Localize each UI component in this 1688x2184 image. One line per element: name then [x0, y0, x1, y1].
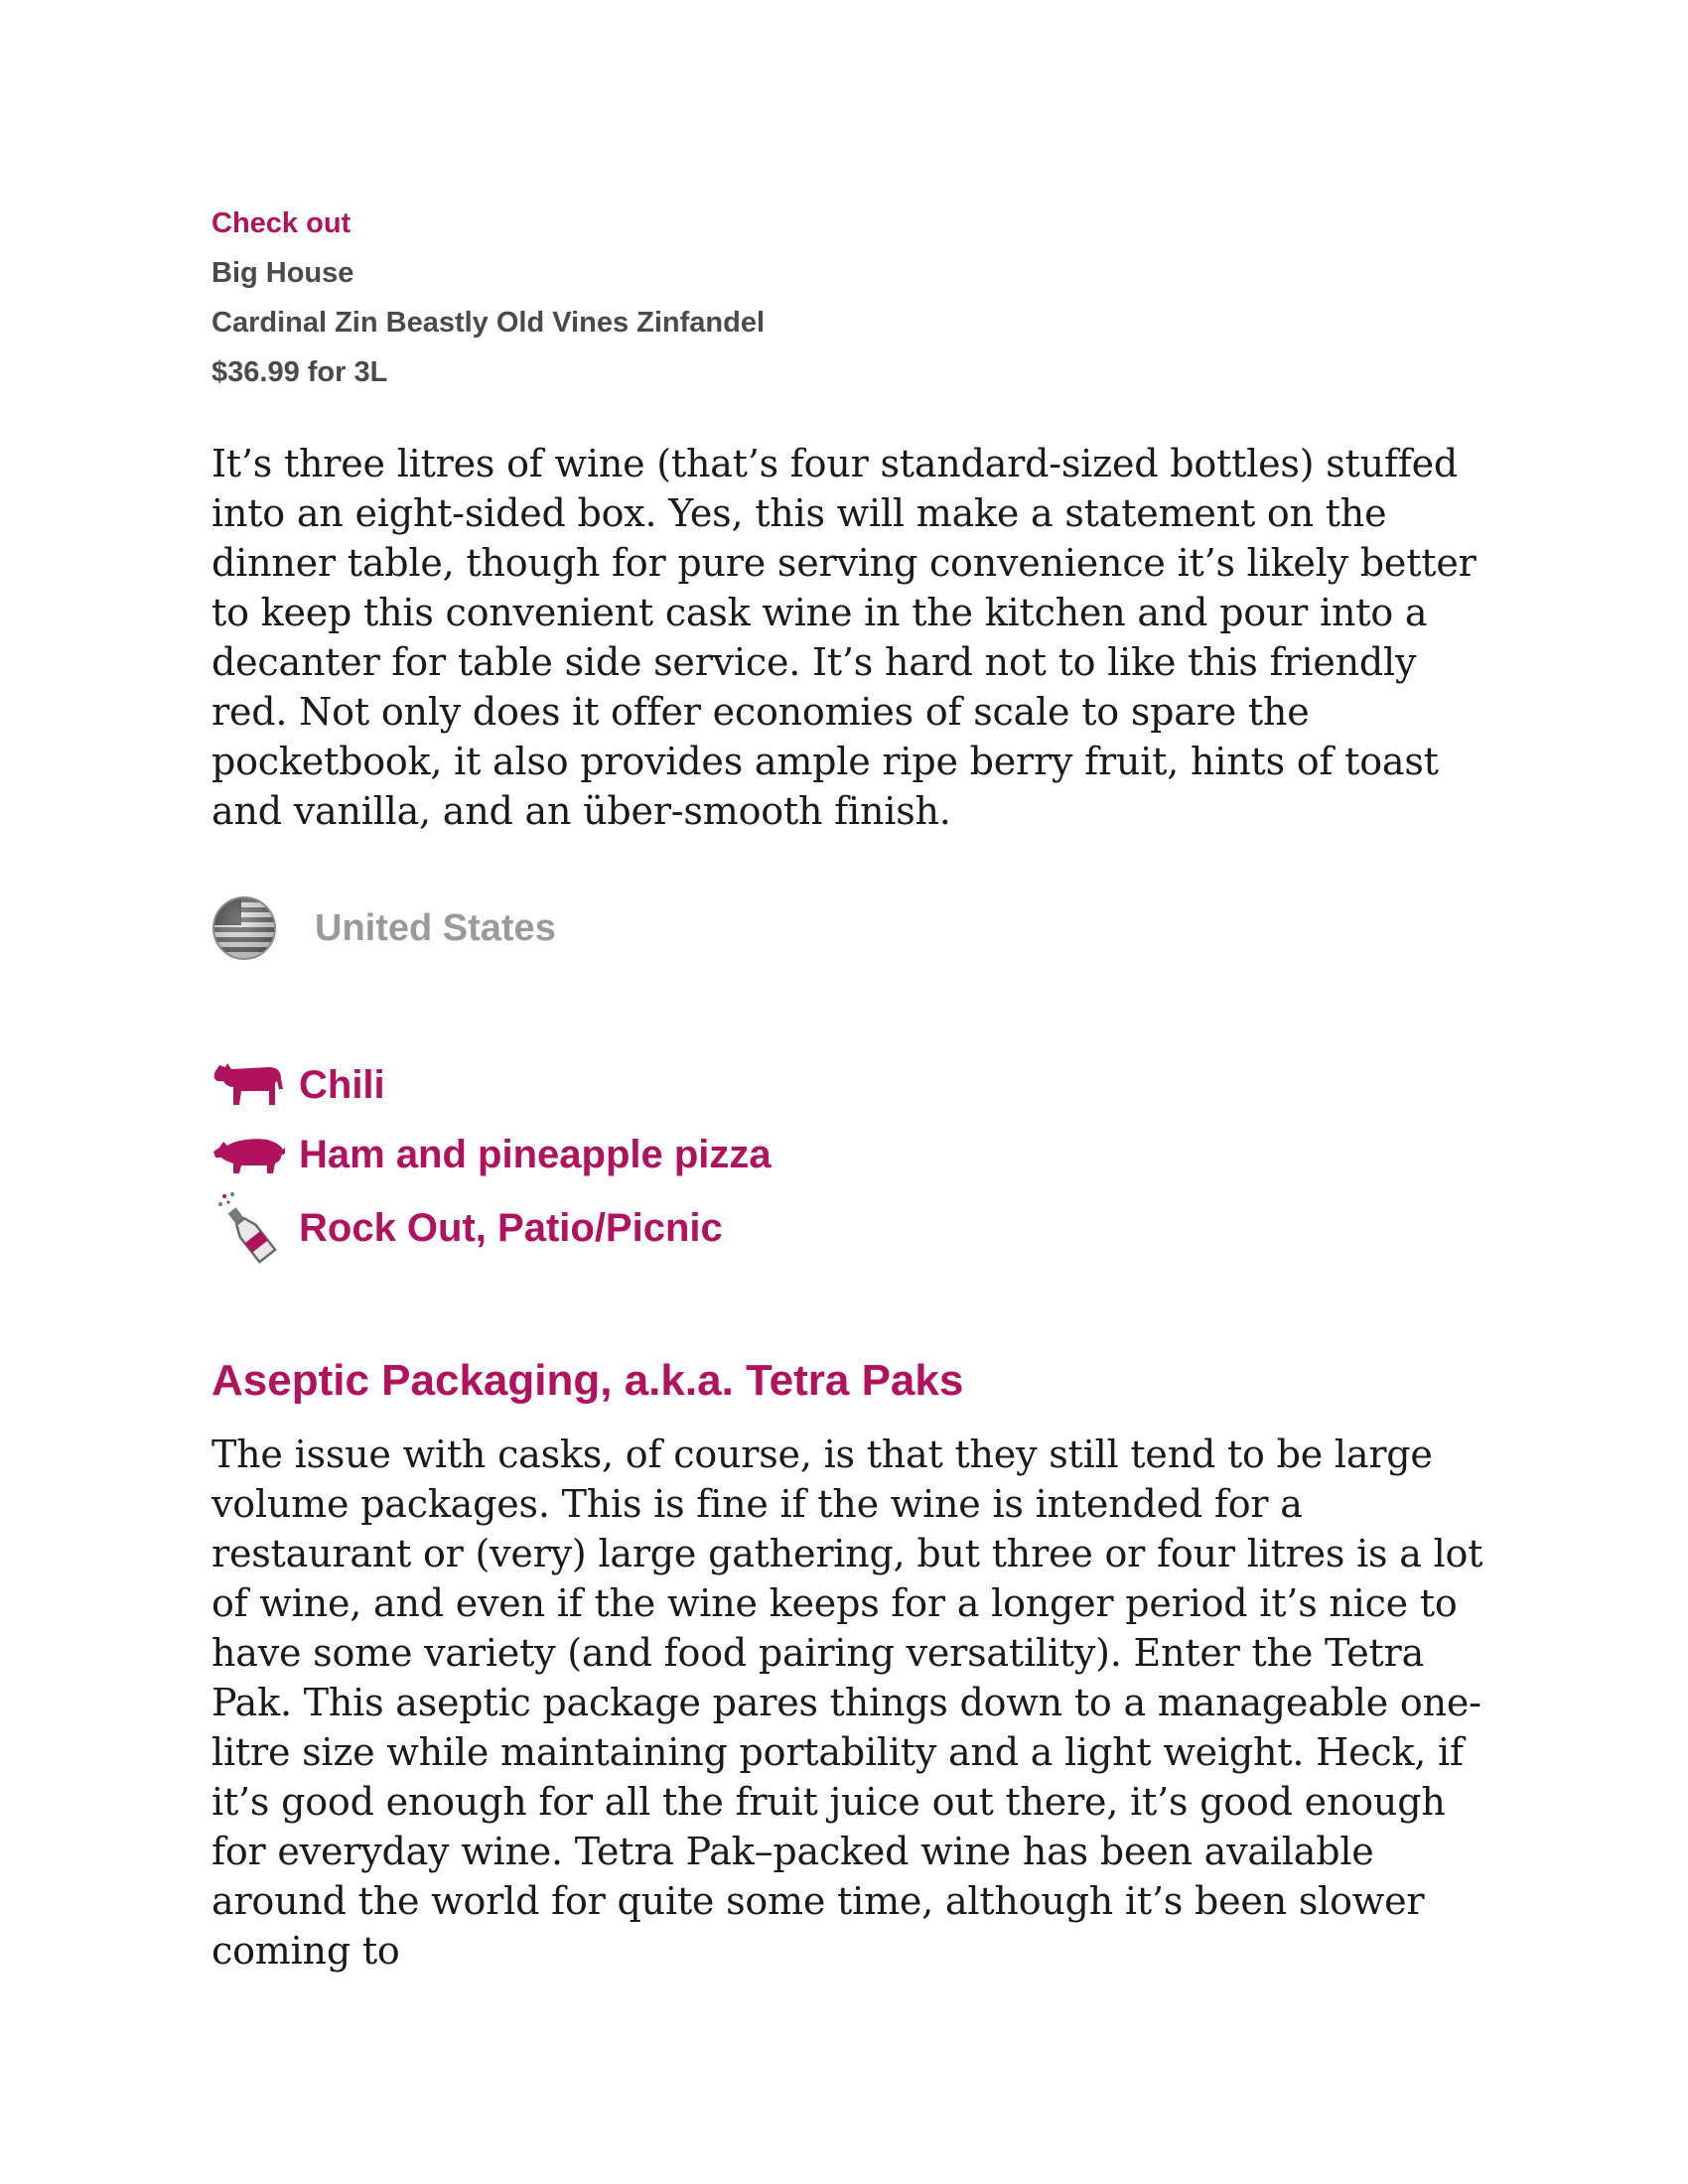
pairing-label: Ham and pineapple pizza [299, 1132, 772, 1176]
section-paragraph: The issue with casks, of course, is that they still tend to be large volume packages. This is fine if the wine is intended for a restaurant or (very) large gathering, but three or four litres is a lot of wine, and even if the wine keeps for a longer period it’s nice to have some variety (and food pairing versatility). Enter the Tetra Pak. This aseptic package pares things down to a manageable one-litre size while maintaining portability and a light weight. Heck, if it’s good enough for all the fruit juice out there, it’s good enough for everyday wine. Tetra Pak–packed wine has been available around the world for quite some time, although it’s been slower coming to [211, 1433, 1483, 1973]
section-heading: Aseptic Packaging, a.k.a. Tetra Paks [211, 1356, 964, 1405]
wine-info-block [211, 199, 1492, 397]
page [211, 199, 1492, 1973]
pairing-item [211, 1189, 772, 1267]
us-flag-icon [211, 895, 277, 961]
food-pairings-list [211, 1050, 772, 1267]
wine-price: $36.99 for 3L [211, 356, 388, 388]
pairing-label: Rock Out, Patio/Picnic [299, 1205, 723, 1250]
cow-icon [211, 1055, 287, 1115]
wine-name: Cardinal Zin Beastly Old Vines Zinfandel [211, 307, 766, 339]
pairing-item [211, 1050, 772, 1120]
pairing-item [211, 1120, 772, 1189]
check-out-label: Check out [211, 207, 352, 239]
origin-row [211, 893, 556, 963]
pig-icon [211, 1125, 287, 1184]
pairing-label: Chili [299, 1062, 385, 1107]
review-paragraph: It’s three litres of wine (that’s four standard-sized bottles) stuffed into an eight-sided box. Yes, this will make a statement on the dinner table, though for pure serving convenience it’s likely better to keep this convenient cask wine in the kitchen and pour into a decanter for table side service. It’s hard not to like this friendly red. Not only does it offer economies of scale to spare the pocketbook, it also provides ample ripe berry fruit, hints of toast and vanilla, and an über-smooth finish. [211, 442, 1477, 833]
champagne-bottle-icon [211, 1190, 287, 1266]
country-name: United States [315, 906, 556, 949]
producer-name: Big House [211, 257, 354, 289]
